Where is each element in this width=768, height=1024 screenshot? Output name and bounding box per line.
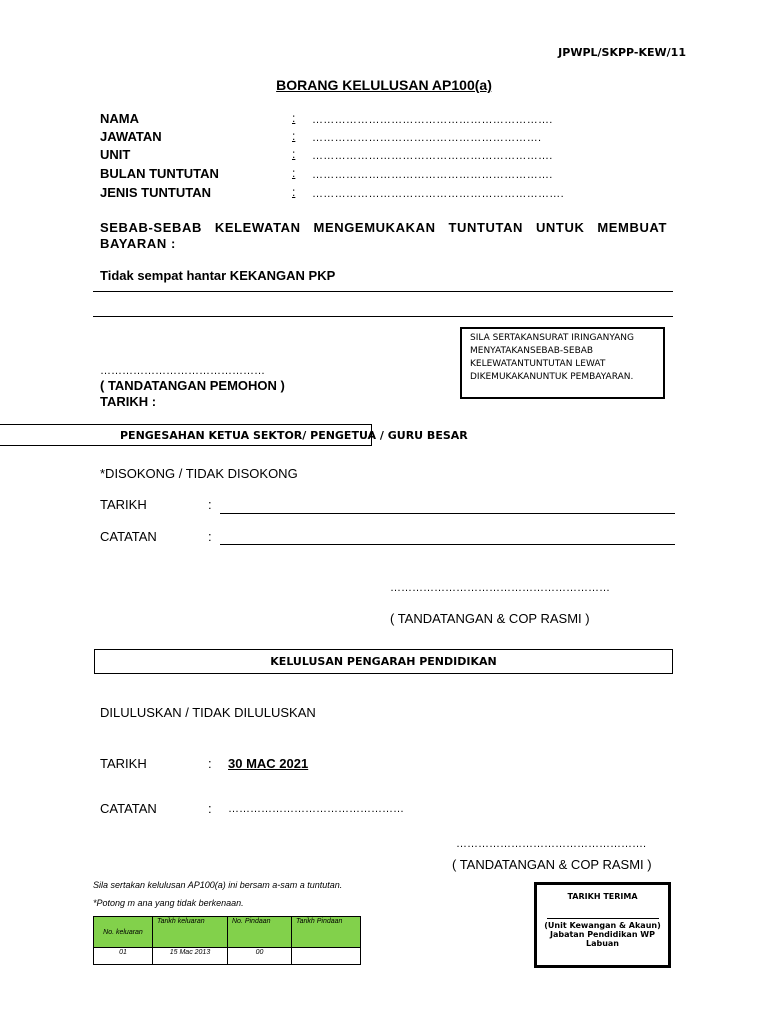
verification-signature-label: ( TANDATANGAN & COP RASMI ) bbox=[390, 611, 590, 626]
received-date-box bbox=[534, 882, 671, 968]
form-title: BORANG KELULUSAN AP100(a) bbox=[276, 77, 492, 93]
reason-text: Tidak sempat hantar KEKANGAN PKP bbox=[100, 268, 336, 283]
field-label-jenis-tuntutan: JENIS TUNTUTAN bbox=[100, 185, 211, 200]
field-dots-unit: ………………………………………………………. bbox=[312, 150, 553, 162]
field-label-jawatan: JAWATAN bbox=[100, 129, 162, 144]
received-date-line bbox=[547, 918, 659, 919]
approval-date-value: 30 MAC 2021 bbox=[228, 756, 309, 771]
footnote-strike: *Potong m ana yang tidak berkenaan. bbox=[93, 898, 244, 908]
table-header-row bbox=[94, 917, 361, 948]
verification-section-title: PENGESAHAN KETUA SEKTOR/ PENGETUA / GURU BESAR bbox=[120, 429, 468, 442]
field-colon: : bbox=[292, 166, 296, 180]
applicant-signature-dots: ……………………………………… bbox=[100, 365, 265, 377]
field-colon: : bbox=[292, 111, 296, 125]
reason-line-1 bbox=[93, 291, 673, 292]
received-date-title: TARIKH TERIMA bbox=[567, 892, 638, 901]
verification-notes-label: CATATAN bbox=[100, 529, 157, 544]
verification-date-colon: : bbox=[208, 497, 212, 512]
field-label-unit: UNIT bbox=[100, 147, 131, 162]
support-option-text: *DISOKONG / TIDAK DISOKONG bbox=[100, 466, 298, 481]
approval-date-colon: : bbox=[208, 756, 212, 771]
reason-heading: SEBAB-SEBAB KELEWATAN MENGEMUKAKAN TUNTUTAN UNTUK MEMBUAT BAYARAN : bbox=[100, 220, 667, 251]
footnote-attach: Sila sertakan kelulusan AP100(a) ini bersam a-sam a tuntutan. bbox=[93, 880, 343, 890]
applicant-signature-label: ( TANDATANGAN PEMOHON ) bbox=[100, 378, 285, 393]
field-dots-jenis-tuntutan: …………………………………………………………. bbox=[312, 188, 564, 200]
approval-signature-dots: ……………………………………………. bbox=[456, 838, 647, 850]
field-colon: : bbox=[292, 129, 296, 143]
document-code: JPWPL/SKPP-KEW/11 bbox=[558, 46, 686, 59]
field-colon: : bbox=[292, 185, 296, 199]
verification-notes-line[interactable] bbox=[220, 544, 675, 545]
approval-section-header: KELULUSAN PENGARAH PENDIDIKAN bbox=[94, 649, 673, 674]
table-header-cell: Tarikh Pindaan bbox=[292, 917, 361, 948]
table-header-cell: No. Pindaan bbox=[228, 917, 292, 948]
table-header-cell: Tarikh keluaran bbox=[153, 917, 228, 948]
approval-notes-label: CATATAN bbox=[100, 801, 157, 816]
approval-signature-label: ( TANDATANGAN & COP RASMI ) bbox=[452, 857, 652, 872]
approval-notes-dots: ………………………………………… bbox=[228, 803, 404, 815]
verification-date-line[interactable] bbox=[220, 513, 675, 514]
table-cell: 01 bbox=[94, 948, 153, 965]
field-dots-jawatan: ……………………………………………………. bbox=[312, 132, 542, 144]
applicant-date-label: TARIKH : bbox=[100, 394, 157, 409]
table-row bbox=[94, 948, 361, 965]
verification-date-label: TARIKH bbox=[100, 497, 147, 512]
verification-signature-dots: …………………………………………………… bbox=[390, 582, 610, 594]
document-record-table bbox=[93, 916, 361, 965]
attachment-note-box: SILA SERTAKANSURAT IRINGANYANG MENYATAKANSEBAB-SEBAB KELEWATANTUNTUTAN LEWAT DIKEMUKAKANUNTUK PEMBAYARAN. bbox=[460, 327, 665, 399]
table-cell: 15 Mac 2013 bbox=[153, 948, 228, 965]
field-colon: : bbox=[292, 147, 296, 161]
table-header-cell: No. keluaran bbox=[94, 917, 153, 948]
approval-notes-colon: : bbox=[208, 801, 212, 816]
field-label-bulan-tuntutan: BULAN TUNTUTAN bbox=[100, 166, 219, 181]
field-dots-bulan-tuntutan: ………………………………………………………. bbox=[312, 169, 553, 181]
table-cell bbox=[292, 948, 361, 965]
reason-line-2 bbox=[93, 316, 673, 317]
field-dots-nama: ………………………………………………………. bbox=[312, 114, 553, 126]
received-location-text: Labuan bbox=[585, 939, 619, 948]
approval-option-text: DILULUSKAN / TIDAK DILULUSKAN bbox=[100, 705, 316, 720]
received-unit-text: (Unit Kewangan & Akaun) bbox=[544, 921, 661, 930]
verification-notes-colon: : bbox=[208, 529, 212, 544]
approval-date-label: TARIKH bbox=[100, 756, 147, 771]
table-cell: 00 bbox=[228, 948, 292, 965]
received-department-text: Jabatan Pendidikan WP bbox=[549, 930, 655, 939]
field-label-nama: NAMA bbox=[100, 111, 139, 126]
